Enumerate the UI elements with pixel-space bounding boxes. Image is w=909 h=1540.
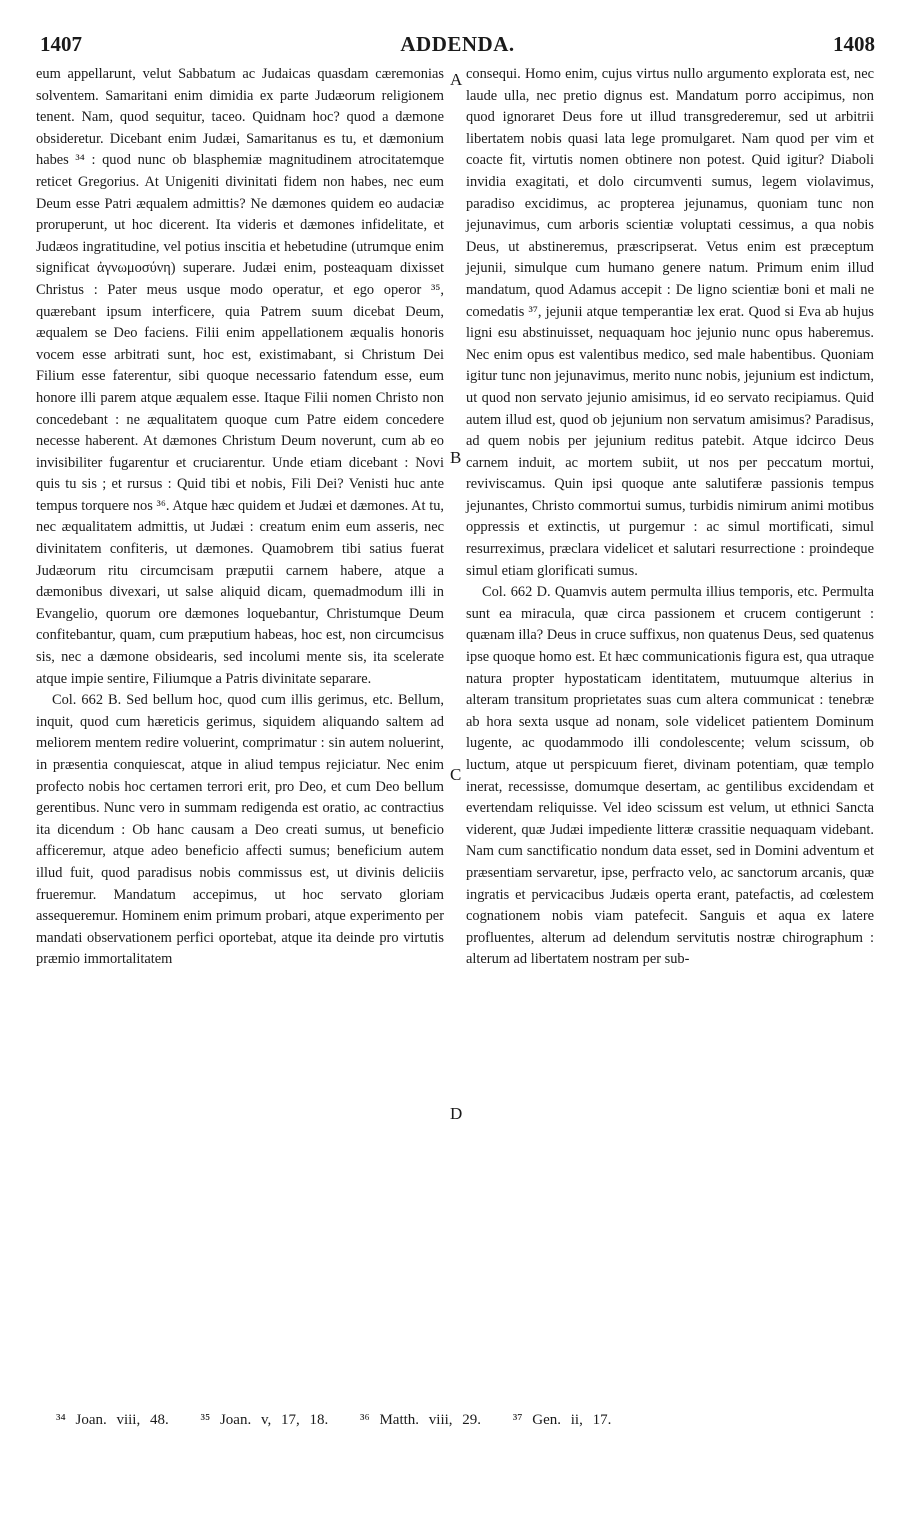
footnote-35: ³⁵ Joan. v, 17, 18. [200, 1412, 329, 1428]
right-column [466, 64, 874, 971]
left-paragraph-2: Col. 662 B. Sed bellum hoc, quod cum illis gerimus, etc. Bellum, inquit, quod cum hæreticis gerimus, siquidem aliquando saltem ad meliorem mentem redire voluerint, comprimatur : sin autem noluerint, in præsentia conquiescat, atque in aliud tempus rejiciatur. Nec enim profecto nobis hoc certamen terrori erit, pro Deo, et cum Deo bellum gerentibus. Nunc vero in summam redigenda est oratio, ac contractius ita dicendum : Ob hanc causam a Deo creati sumus, ut beneficio afficeremur, atque adeo beneficio affecti sumus; beneficium autem illud fuit, quod paradisus nobis commissus est, ut divinis deliciis frueremur. Mandatum accepimus, ut hoc servato gloriam assequeremur. Hominem enim primum probari, atque experimento per mandati observationem perfici oportebat, atque ita deinde pro virtutis præmio immortalitatem [36, 692, 444, 968]
footnote-34: ³⁴ Joan. viii, 48. [56, 1412, 169, 1428]
margin-letter-a: A [450, 70, 463, 89]
left-page-number: 1407 [40, 32, 82, 56]
margin-letter-d: D [450, 1104, 463, 1123]
right-paragraph-1: consequi. Homo enim, cujus virtus nullo argumento explorata est, nec laude ulla, nec pretio dignus est. Mandatum porro accipimus, non quod ignoraret Deus fore ut illud transgrederemur, sed ut arbitrii libertatem nobis quasi lata lege promulgaret. Nam quod per vim et coacte fit, virtutis nomen obtinere non potest. Quid igitur? Diaboli invidia exagitati, et dolo circumventi sumus, legem violavimus, paradiso excidimus, ac propterea jejunamus, quoniam tunc non jejunavimus, cum arboris scientiæ voluptati cessimus, a qua nobis Deus, ut abstineremus, præscripserat. Vetus enim est præceptum jejunii, simulque cum humano genere natum. Primum enim illud mandatum, quod Adamus accepit : De ligno scientiæ boni et mali ne comedatis ³⁷, jejunii atque temperantiæ lex erat. Quod si Eva ab hujus ligni esu abstinuisset, nequaquam hoc jejunio nunc opus haberemus. Nec enim opus est valentibus medico, sed male habentibus. Quoniam igitur tunc non jejunavimus, merito nunc nobis, jejunium est indictum, ut quod non servato jejunio amisimus, id eo servato recipiamus. Quid autem illud est, quod ob jejunium non servatum amisimus? Paradisus, ad quem nobis per jejunium reditus patebit. Atque idcirco Deus carnem induit, ac mortem subiit, ut nos per peccatum mortui, reviviscamus. Quin ipsi quoque ante salutiferæ passionis tempus jejunantes, Christo commortui sumus, turbidis nimirum animi motibus oppressis et extinctis, ut purgemur : ac simul mortificati, simul resurreximus, præclara videlicet et salutari resurrectione : proindeque simul etiam glorificati sumus. [466, 66, 874, 579]
right-page-number: 1408 [833, 32, 875, 56]
footnotes [56, 1412, 876, 1429]
footnote-37: ³⁷ Gen. ii, 17. [512, 1412, 612, 1428]
margin-letter-b: B [450, 448, 462, 467]
right-paragraph-2: Col. 662 D. Quamvis autem permulta illius temporis, etc. Permulta sunt ea miracula, quæ circa passionem et crucem contigerunt : quænam illa? Deus in cruce suffixus, non quatenus Deus, sed quatenus ipse quoque homo est. Et hæc communicationis figura est, qua utraque natura propter hypostaticam identitatem, mutuumque alterius in alteram transitum proprietates suas cum altera communicat : tenebræ ab hora sexta usque ad nonam, sole videlicet patientem Dominum lugente, ac quodammodo illi condolescente; velum scissum, ob luctum, atque ut perspicuum fieret, divinam potentiam, quæ templo inerat, recessisse, domumque desertam, ac gentilibus excidendam et evertendam reliquisse. Vel ideo scissum est velum, ut ethnici Sancta viderent, quæ Judæi impediente litteræ crassitie nequaquam videbant. Nam cum sanctificatio nondum data esset, sed in Domini adventum et præsentiam servaretur, ipse, perfracto velo, ac sanctorum arcanis, quæ ingratis et pervicacibus Judæis operta erant, patefactis, ad cœlestem cognationem nobis viam patefecit. Sanguis et aqua ex latere profluentes, alterum ad delendum servitutis nostræ chirographum : alterum ad libertatem nostram per sub- [466, 584, 874, 968]
margin-letter-c: C [450, 765, 462, 784]
left-column [36, 64, 444, 971]
running-title: ADDENDA. [400, 32, 515, 56]
page-header [40, 32, 875, 60]
footnote-36: ³⁶ Matth. viii, 29. [359, 1412, 482, 1428]
left-paragraph-1: eum appellarunt, velut Sabbatum ac Judaicas quasdam cæremonias solventem. Samaritani enim dimidia ex parte Judæorum religionem tenent. Nam, quod sequitur, taceo. Quidnam hoc? quod a dæmone obsideretur. Dicebant enim Judæi, Samaritanus es tu, et dæmonium habes ³⁴ : quod nunc ob blasphemiæ magnitudinem atrocitatemque reticet Gregorius. At Unigeniti divinitati fidem non habes, nec eum Deum esse Patri æqualem admittis? Ne dæmones quidem eo audaciæ proruperunt, ut hoc dicerent. Ita videris et dæmones infidelitate, et Judæos ingratitudine, vel potius inscitia et hebetudine (utrumque enim significat ἀγνωμοσύνη) superare. Judæi enim, posteaquam dixisset Christus : Pater meus usque modo operatur, et ego operor ³⁵, quærebant ipsum interficere, quia Patrem suum dicebat Deum, æqualem se Deo faciens. Filii enim appellationem æqualis honoris vocem esse arbitrati sunt, hoc est, existimabant, si Christum Dei Filium esse faterentur, sibi quoque necessario fatendum esse, eum honore illi parem atque æqualem esse. Itaque Filii nomen Christo non concedebant : ne æqualitatem quoque cum Patre eidem concedere necesse haberent. At dæmones Christum Deum noverunt, cum ab eo invisibiliter fugarentur et cruciarentur. Unde etiam dicebant : Novi quis tu sis ; et rursus : Quid tibi et nobis, Fili Dei? Venisti huc ante tempus torquere nos ³⁶. Atque hæc quidem et Judæi et dæmones. At tu, nec æqualitatem admittis, ut Judæi : creatum enim eum asseris, nec divinitatem confiteris, ut dæmones. Quamobrem tibi satius fuerat Judæorum ritu circumcisam præputii carnem habere, atque a dæmonibus divexari, ut salse aliquid dicam, quemadmodum illi in Evangelio, quorum ore dæmones loquebantur, Christumque Deum confitebantur, quam, cum præputium habeas, hoc est, non circumcisus sis, nec a dæmone obsidearis, sed incolumi mente sis, ita scelerate atque impie sentire, Filiumque a Patris divinitate separare. [36, 66, 444, 687]
